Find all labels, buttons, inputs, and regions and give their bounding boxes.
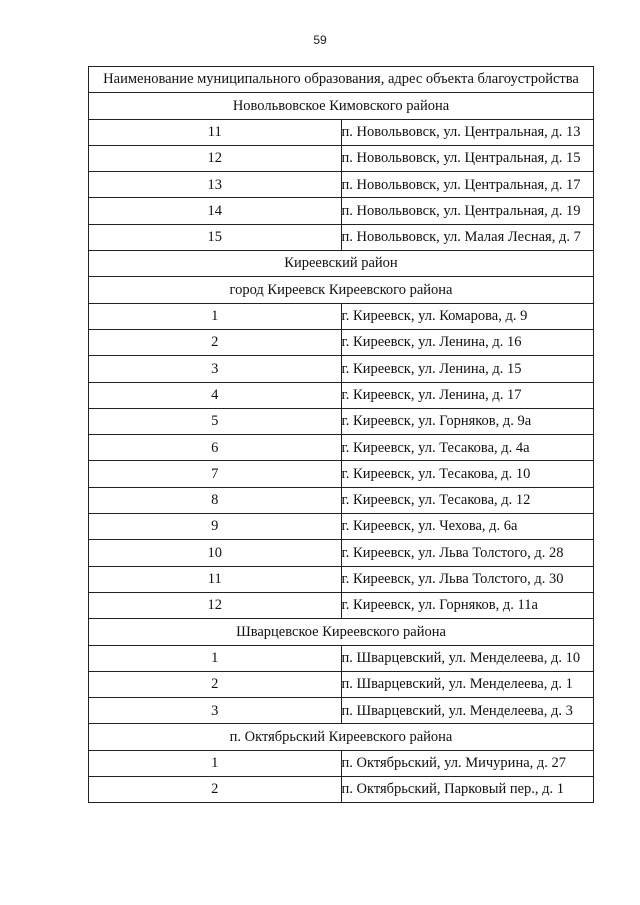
row-address: п. Шварцевский, ул. Менделеева, д. 3 — [341, 698, 594, 724]
row-number: 7 — [89, 461, 342, 487]
table-row — [89, 303, 594, 329]
table-row — [89, 382, 594, 408]
row-address: г. Киреевск, ул. Горняков, д. 11а — [341, 592, 594, 618]
objects-table — [88, 66, 594, 803]
table-row — [89, 198, 594, 224]
table-row — [89, 145, 594, 171]
section-title: Шварцевское Киреевского района — [89, 619, 594, 645]
table-row — [89, 408, 594, 434]
row-address: г. Киреевск, ул. Чехова, д. 6а — [341, 514, 594, 540]
row-address: г. Киреевск, ул. Льва Толстого, д. 28 — [341, 540, 594, 566]
row-number: 12 — [89, 145, 342, 171]
table-row — [89, 329, 594, 355]
table-row — [89, 777, 594, 803]
table-row — [89, 671, 594, 697]
row-address: п. Новольвовск, ул. Центральная, д. 15 — [341, 145, 594, 171]
row-address: г. Киреевск, ул. Льва Толстого, д. 30 — [341, 566, 594, 592]
row-number: 2 — [89, 329, 342, 355]
row-address: п. Новольвовск, ул. Малая Лесная, д. 7 — [341, 224, 594, 250]
row-number: 15 — [89, 224, 342, 250]
row-number: 10 — [89, 540, 342, 566]
row-address: г. Киреевск, ул. Тесакова, д. 10 — [341, 461, 594, 487]
row-number: 1 — [89, 303, 342, 329]
table-header-cell: Наименование муниципального образования, адрес объекта благоустройства — [89, 67, 594, 93]
table-row — [89, 435, 594, 461]
table-row — [89, 592, 594, 618]
table-row — [89, 356, 594, 382]
row-number: 1 — [89, 645, 342, 671]
row-address: г. Киреевск, ул. Ленина, д. 17 — [341, 382, 594, 408]
table-row — [89, 461, 594, 487]
table-row — [89, 224, 594, 250]
row-address: п. Шварцевский, ул. Менделеева, д. 1 — [341, 671, 594, 697]
row-number: 5 — [89, 408, 342, 434]
table-header-row — [89, 67, 594, 93]
row-address: г. Киреевск, ул. Тесакова, д. 4а — [341, 435, 594, 461]
row-address: п. Шварцевский, ул. Менделеева, д. 10 — [341, 645, 594, 671]
row-number: 9 — [89, 514, 342, 540]
table-row — [89, 566, 594, 592]
row-number: 2 — [89, 671, 342, 697]
table-row — [89, 645, 594, 671]
section-title: город Киреевск Киреевского района — [89, 277, 594, 303]
row-number: 3 — [89, 698, 342, 724]
table-row — [89, 750, 594, 776]
row-address: г. Киреевск, ул. Ленина, д. 15 — [341, 356, 594, 382]
row-number: 11 — [89, 119, 342, 145]
row-address: п. Новольвовск, ул. Центральная, д. 19 — [341, 198, 594, 224]
row-address: п. Октябрьский, ул. Мичурина, д. 27 — [341, 750, 594, 776]
table-row — [89, 119, 594, 145]
table-row — [89, 172, 594, 198]
row-address: г. Киреевск, ул. Ленина, д. 16 — [341, 329, 594, 355]
row-number: 14 — [89, 198, 342, 224]
row-address: г. Киреевск, ул. Горняков, д. 9а — [341, 408, 594, 434]
row-address: г. Киреевск, ул. Тесакова, д. 12 — [341, 487, 594, 513]
table-row — [89, 698, 594, 724]
row-number: 4 — [89, 382, 342, 408]
table-row — [89, 487, 594, 513]
table-row — [89, 540, 594, 566]
row-address: п. Новольвовск, ул. Центральная, д. 17 — [341, 172, 594, 198]
row-number: 12 — [89, 592, 342, 618]
section-row — [89, 724, 594, 750]
row-address: г. Киреевск, ул. Комарова, д. 9 — [341, 303, 594, 329]
section-title: Новольвовское Кимовского района — [89, 93, 594, 119]
row-address: п. Октябрьский, Парковый пер., д. 1 — [341, 777, 594, 803]
page-number: 59 — [313, 33, 327, 47]
table-row — [89, 514, 594, 540]
section-title: Киреевский район — [89, 251, 594, 277]
section-row — [89, 93, 594, 119]
row-number: 8 — [89, 487, 342, 513]
row-number: 2 — [89, 777, 342, 803]
row-number: 6 — [89, 435, 342, 461]
section-row — [89, 251, 594, 277]
row-number: 1 — [89, 750, 342, 776]
row-number: 3 — [89, 356, 342, 382]
objects-table-body — [89, 67, 594, 803]
section-row — [89, 619, 594, 645]
section-row — [89, 277, 594, 303]
row-address: п. Новольвовск, ул. Центральная, д. 13 — [341, 119, 594, 145]
row-number: 11 — [89, 566, 342, 592]
section-title: п. Октябрьский Киреевского района — [89, 724, 594, 750]
row-number: 13 — [89, 172, 342, 198]
